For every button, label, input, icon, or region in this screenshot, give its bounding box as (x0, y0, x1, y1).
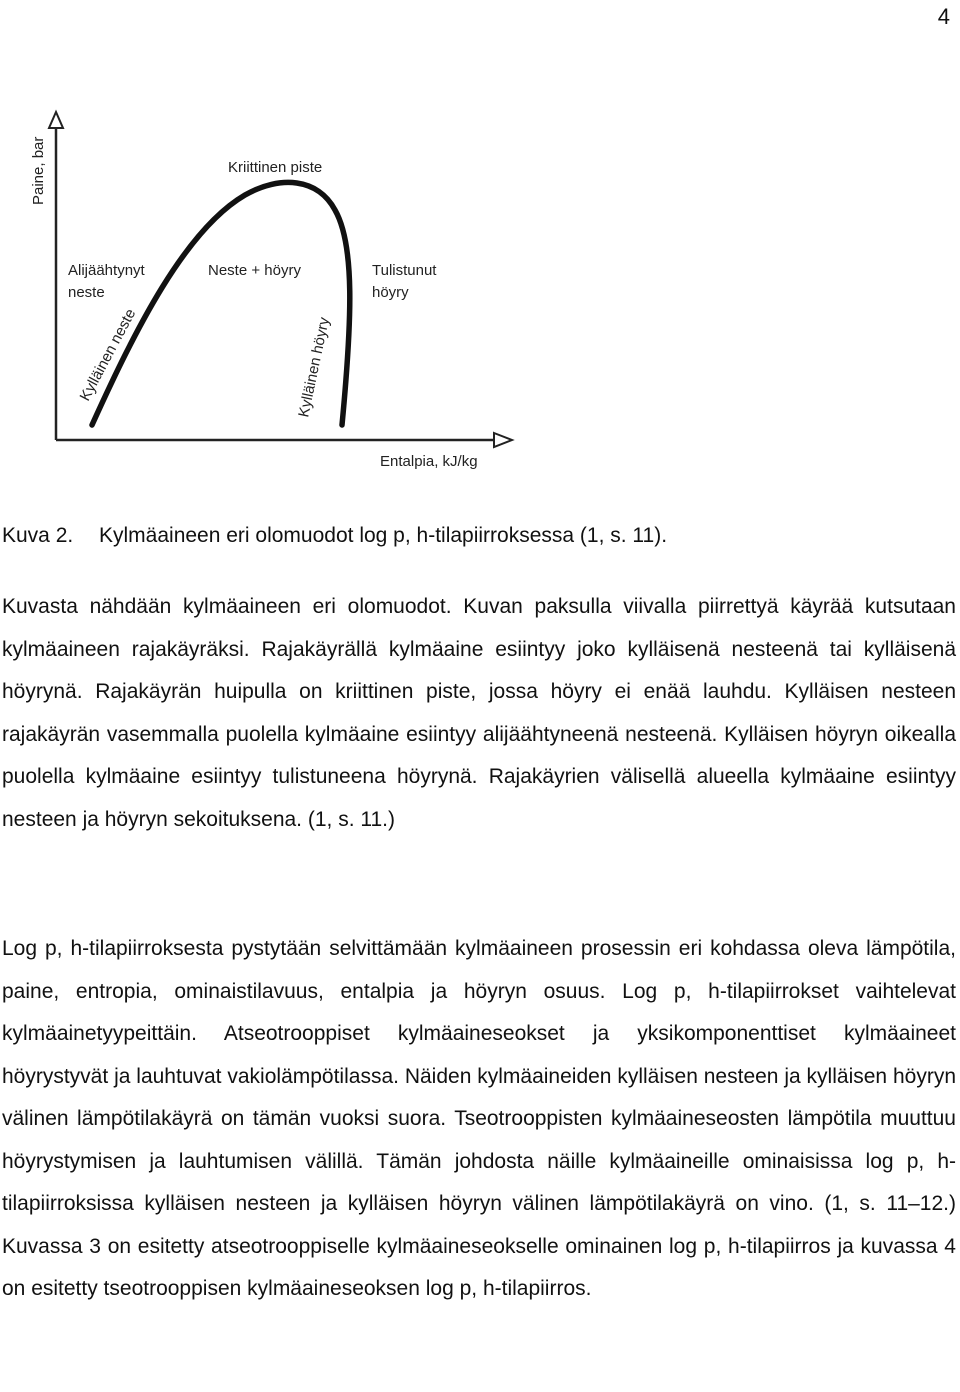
superheated-label-line2: höyry (372, 284, 409, 301)
body-paragraph: Kuvasta nähdään kylmäaineen eri olomuodot. Kuvan paksulla viivalla piirrettyä käyrää kutsutaan kylmäaineen rajakäyräksi. Rajakäyrällä kylmäaine esiintyy joko kylläisenä nesteenä tai kylläisenä höyrynä. Rajakäyrän huipulla on kriittinen piste, jossa höyry ei enää lauhdu. Kylläisen nesteen rajakäyrän vasemmalla puolella kylmäaine esiintyy alijäähtyneenä nesteenä. Kylläisen höyryn oikealla puolella kylmäaine esiintyy tulistuneena höyrynä. Rajakäyrien välisellä alueella kylmäaine esiintyy nesteen ja höyryn sekoituksena. (1, s. 11.) (2, 595, 956, 831)
x-axis-label: Entalpia, kJ/kg (380, 453, 478, 470)
saturated-liquid-label: Kylläinen neste (76, 306, 140, 404)
two-phase-label: Neste + höyry (208, 262, 301, 279)
body-paragraph: Log p, h-tilapiirroksesta pystytään selvittämään kylmäaineen prosessin eri kohdassa oleva lämpötila, paine, entropia, ominaistilavuus, entalpia ja höyryn osuus. Log p, h-tilapiirrokset vaihtelevat kylmäainetyypeittäin. Atseotrooppiset kylmäaineseokset ja yksikomponenttiset kylmäaineet höyrystyvät ja lauhtuvat vakiolämpötilassa. Näiden kylmäaineiden kylläisen nesteen ja kylläisen höyryn välinen lämpötilakäyrä on tämän vuoksi suora. Tseotrooppisten kylmäaineseosten lämpötila muuttuu höyrystymisen ja lauhtumisen välillä. Tämän johdosta näille kylmäaineille ominaisissa log p, h-tilapiirroksissa kylläisen nesteen ja kylläisen höyryn välinen lämpötilakäyrä on vino. (1, s. 11–12.) Kuvassa 3 on esitetty atseotrooppiselle kylmäaineseokselle ominainen log p, h-tilapiirros ja kuvassa 4 on esitetty tseotrooppisen kylmäaineseoksen log p, h-tilapiirros. (2, 937, 956, 1300)
caption-text: Kylmäaineen eri olomuodot log p, h-tilapiirroksessa (1, s. 11). (99, 524, 668, 547)
x-axis-arrow (494, 433, 512, 447)
caption-number: Kuva 2. (2, 524, 74, 547)
subcooled-label-line2: neste (68, 284, 105, 301)
critical-point-label: Kriittinen piste (228, 159, 323, 176)
y-axis-arrow (49, 112, 63, 128)
superheated-label-line1: Tulistunut (372, 262, 437, 279)
figure-caption (2, 524, 667, 548)
page-number: 4 (937, 4, 950, 29)
phase-diagram-figure (0, 0, 960, 500)
phase-diagram-svg (0, 0, 960, 500)
subcooled-label-line1: Alijäähtynyt (68, 262, 145, 279)
y-axis-label: Paine, bar (30, 136, 47, 205)
saturated-vapor-label: Kylläinen höyry (295, 315, 334, 419)
